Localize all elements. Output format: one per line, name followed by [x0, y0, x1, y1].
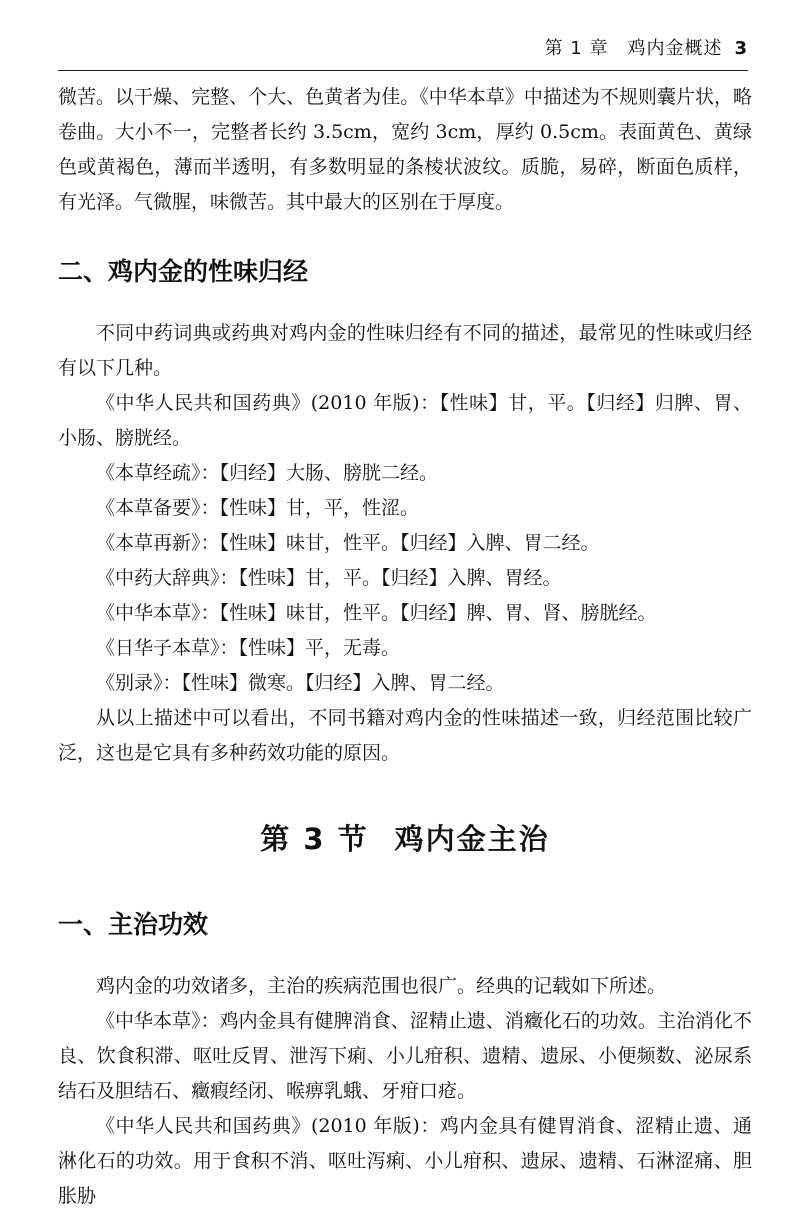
entry-bielu: 《别录》：【性味】微寒。【归经】入脾、胃二经。	[96, 672, 505, 694]
page-number: 3	[734, 38, 748, 59]
entry-rihuazi-bencao: 《日华子本草》：【性味】平，无毒。	[96, 637, 401, 659]
paragraph-intro: 不同中药词典或药典对鸡内金的性味归经有不同的描述，最常见的性味或归经有以下几种。	[58, 322, 752, 379]
entry-bencao-zaixin: 《本草再新》：【性味】味甘，性平。【归经】入脾、胃二经。	[96, 532, 600, 554]
entry-zhonghua-bencao: 《中华本草》：【性味】味甘，性平。【归经】脾、胃、肾、膀胱经。	[96, 602, 657, 624]
paragraph-continued: 微苦。以干燥、完整、个大、色黄者为佳。《中华本草》中描述为不规则囊片状，略卷曲。大小不一，完整者长约 3.5cm，宽约 3cm，厚约 0.5cm。表面黄色、黄绿色或黄褐色，薄而半透明，有多数明显的条棱状波纹。质脆，易碎，断面色质样，有光泽。气微腥，味微苦。其中最大的区别在于厚度。	[58, 86, 752, 213]
entry-pharmacopoeia: 《中华人民共和国药典》(2010 年版)：【性味】甘，平。【归经】归脾、胃、小肠、膀胱经。	[58, 392, 752, 449]
paragraph-efficacy-zhonghua-bencao: 《中华本草》：鸡内金具有健脾消食、涩精止遗、消癥化石的功效。主治消化不良、饮食积滞、呕吐反胃、泄泻下痢、小儿疳积、遗精、遗尿、小便频数、泌尿系结石及胆结石、癥瘕经闭、喉痹乳蛾、牙疳口疮。	[58, 1010, 752, 1102]
section-title: 鸡内金主治	[394, 822, 550, 856]
paragraph-efficacy-intro: 鸡内金的功效诸多，主治的疾病范围也很广。经典的记载如下所述。	[96, 975, 667, 997]
entry-bencao-jingshu: 《本草经疏》：【归经】大肠、膀胱二经。	[96, 462, 439, 484]
section-label: 第 3 节	[260, 822, 369, 856]
section-title-main-treatment	[58, 819, 752, 859]
chapter-title: 第 1 章 鸡内金概述	[544, 38, 723, 59]
header-text	[545, 34, 748, 60]
paragraph-efficacy-pharmacopoeia: 《中华人民共和国药典》(2010 年版)：鸡内金具有健胃消食、涩精止遗、通淋化石的功效。用于食积不消、呕吐泻痢、小儿疳积、遗尿、遗精、石淋涩痛、胆胀胁	[58, 1115, 752, 1207]
running-header	[58, 30, 748, 71]
page-content	[58, 80, 752, 1214]
entry-bencao-beiyao: 《本草备要》：【性味】甘，平，性涩。	[96, 497, 420, 519]
entry-zhongyao-dacidian: 《中药大辞典》：【性味】甘，平。【归经】入脾、胃经。	[96, 567, 562, 589]
paragraph-conclusion: 从以上描述中可以看出，不同书籍对鸡内金的性味描述一致，归经范围比较广泛，这也是它具有多种药效功能的原因。	[58, 707, 752, 764]
section-heading-nature-meridian: 二、鸡内金的性味归经	[58, 257, 309, 286]
section-heading-efficacy: 一、主治功效	[58, 910, 209, 939]
